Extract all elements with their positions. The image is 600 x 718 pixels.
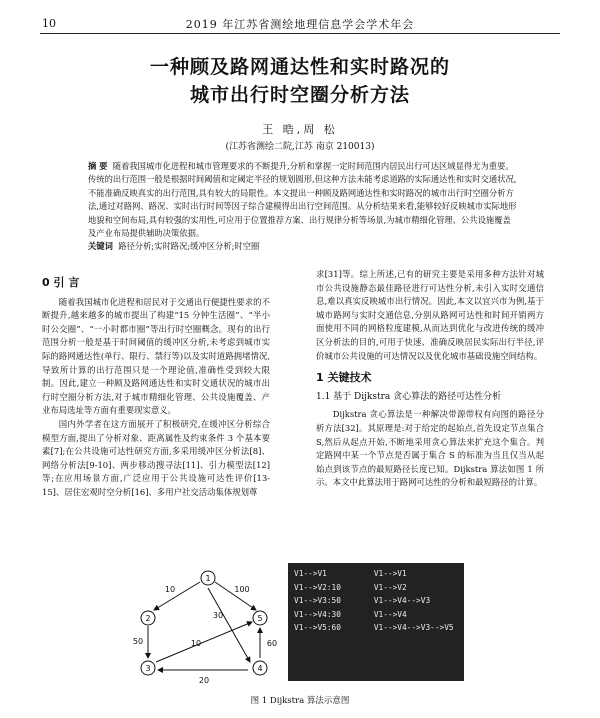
left-column (42, 276, 270, 500)
console-row: V1-->V2:10 V1-->V2 (294, 582, 407, 592)
dijkstra-output-console (288, 563, 464, 681)
edge-1-2 (154, 582, 200, 610)
continuation-paragraph: 求[31]等。综上所述,已有的研究主要是采用多种方法针对城市公共设施静态最佳路径进行可达性分析,未引入实时交通信息,难以真实反映城市出行情况。因此,本文以宜兴市为例,基于城市路网与实时交通信息,分别从路网可达性和时间开销两方面使用不同的网格粒度建模,从而达到优化与改进传统的缓冲区分析法的目的,可用于快速、准确反映居民实际出行半径,评价城市公共设施的可达情况以及优化城市基础设施空间结构。 (316, 269, 544, 361)
edge-3-5 (156, 622, 252, 662)
node-label: 1 (205, 574, 211, 583)
figure-caption: 图 1 Dijkstra 算法示意图 (250, 696, 350, 706)
edge-weight: 10 (190, 639, 202, 648)
console-row: V1-->V5:60 V1-->V4-->V3-->V5 (294, 623, 454, 632)
section-heading-intro: 0 引 言 (42, 276, 80, 289)
affiliation: (江苏省测绘二院,江苏 南京 210013) (225, 142, 375, 152)
paper-title-line2: 城市出行时空圈分析方法 (189, 84, 410, 106)
subsection-heading-dijkstra: 1.1 基于 Dijkstra 贪心算法的路径可达性分析 (316, 391, 502, 402)
node-label: 4 (257, 664, 263, 673)
edge-weight: 60 (266, 639, 278, 648)
edge-weight: 10 (164, 585, 176, 594)
console-row: V1-->V4:30 V1-->V4 (294, 609, 407, 619)
page-number: 10 (42, 17, 56, 30)
paper-title-line1: 一种顾及路网通达性和实时路况的 (149, 56, 450, 78)
abstract-label: 摘 要 (88, 161, 108, 171)
keywords (88, 240, 518, 252)
keywords-text: 路径分析;实时路况;缓冲区分析;时空圈 (118, 241, 260, 251)
console-row: V1-->V1 V1-->V1 (294, 569, 407, 578)
node-label: 5 (257, 614, 263, 623)
running-title: 2019 年江苏省测绘地理信息学会学术年会 (185, 18, 415, 31)
node-label: 3 (145, 664, 151, 673)
console-row: V1-->V3:50 V1-->V4-->V3 (294, 596, 431, 605)
dijkstra-paragraph: Dijkstra 贪心算法是一种解决带源带权有向图的路径分析方法[32]。其原理是:对于给定的起始点,首先设定节点集合 S,然后从起点开始,不断地采用贪心算法来扩充这个集合。判定路网中某一个节点是否属于集合 S 的标准为当且仅当从起始点到该节点的最短路径长度已知。Dijkstra 算法如图 1 所示。本文中此算法用于路网可达性的分析和最短路径的计算。 (316, 409, 544, 488)
intro-paragraph: 国内外学者在这方面展开了积极研究,在缓冲区分析综合模型方面,提出了分析对象、距离属性及约束条件 3 个基本要素[7];在公共设施可达性研究方面,多采用缓冲区分析法[8]、网络分析法[9-10]、两步移动搜寻法[11]、引力模型法[12]等;在应用场景方面,广泛应用于公共设施可达性评价[13-15]、居住宏观时空分析[16]、多用户社交活动集体规划尊 (42, 418, 270, 497)
intro-paragraph: 随着我国城市化进程和居民对于交通出行便捷性要求的不断提升,越来越多的城市提出了构建“15 分钟生活圈”、“半小时公交圈”、“一小时都市圈”等出行时空圈概念。现有的出行范围分析一般是基于时间阈值的缓冲区分析,未考虑到城市实际的路网通达性(单行、限行、禁行等)以及实时道路拥堵情况,导致所计算的出行范围只是一个理论值,准确性受到较大限制。因此,建立一种顾及路网通达性和实时交通状况的城市出行时空圈分析方法,对于城市精细化管理、公共设施覆盖、产业布局选址等方面有重要现实意义。 (42, 296, 270, 416)
edge-weight: 50 (132, 637, 144, 646)
edge-weight: 30 (212, 611, 224, 620)
edge-weight: 100 (234, 585, 250, 594)
node-label: 2 (145, 614, 151, 623)
abstract (88, 160, 518, 240)
authors: 王 晧,周 松 (262, 123, 338, 136)
keywords-label: 关键词 (88, 241, 113, 251)
header-rule (40, 33, 560, 34)
abstract-text: 随着我国城市化进程和城市管理要求的不断提升,分析和掌握一定时间范围内居民出行可达区域显得尤为重要。传统的出行范围一般是根据时间阈值和定阈定半径的规划圆形,但这种方法未能考虑道路的实际通达性和实时交通状况,不能准确反映真实的出行范围,具有较大的局限性。本文提出一种顾及路网通达性和实时路况的城市出行时空圈分析方法,通过对路网、路况、实时出行时间等因子综合建模得出出行空间范围。从分析结果来看,能够较好反映城市实际地形地貌和空间布局,具有较强的实用性,可应用于位置推荐方案、出行规律分析等场景,为城市精细化管理、公共设施覆盖及产业布局提供辅助决策依据。 (88, 161, 517, 239)
section-heading-key-tech: 1 关键技术 (316, 371, 372, 385)
right-column (316, 268, 544, 490)
edge-weight: 20 (198, 676, 210, 685)
